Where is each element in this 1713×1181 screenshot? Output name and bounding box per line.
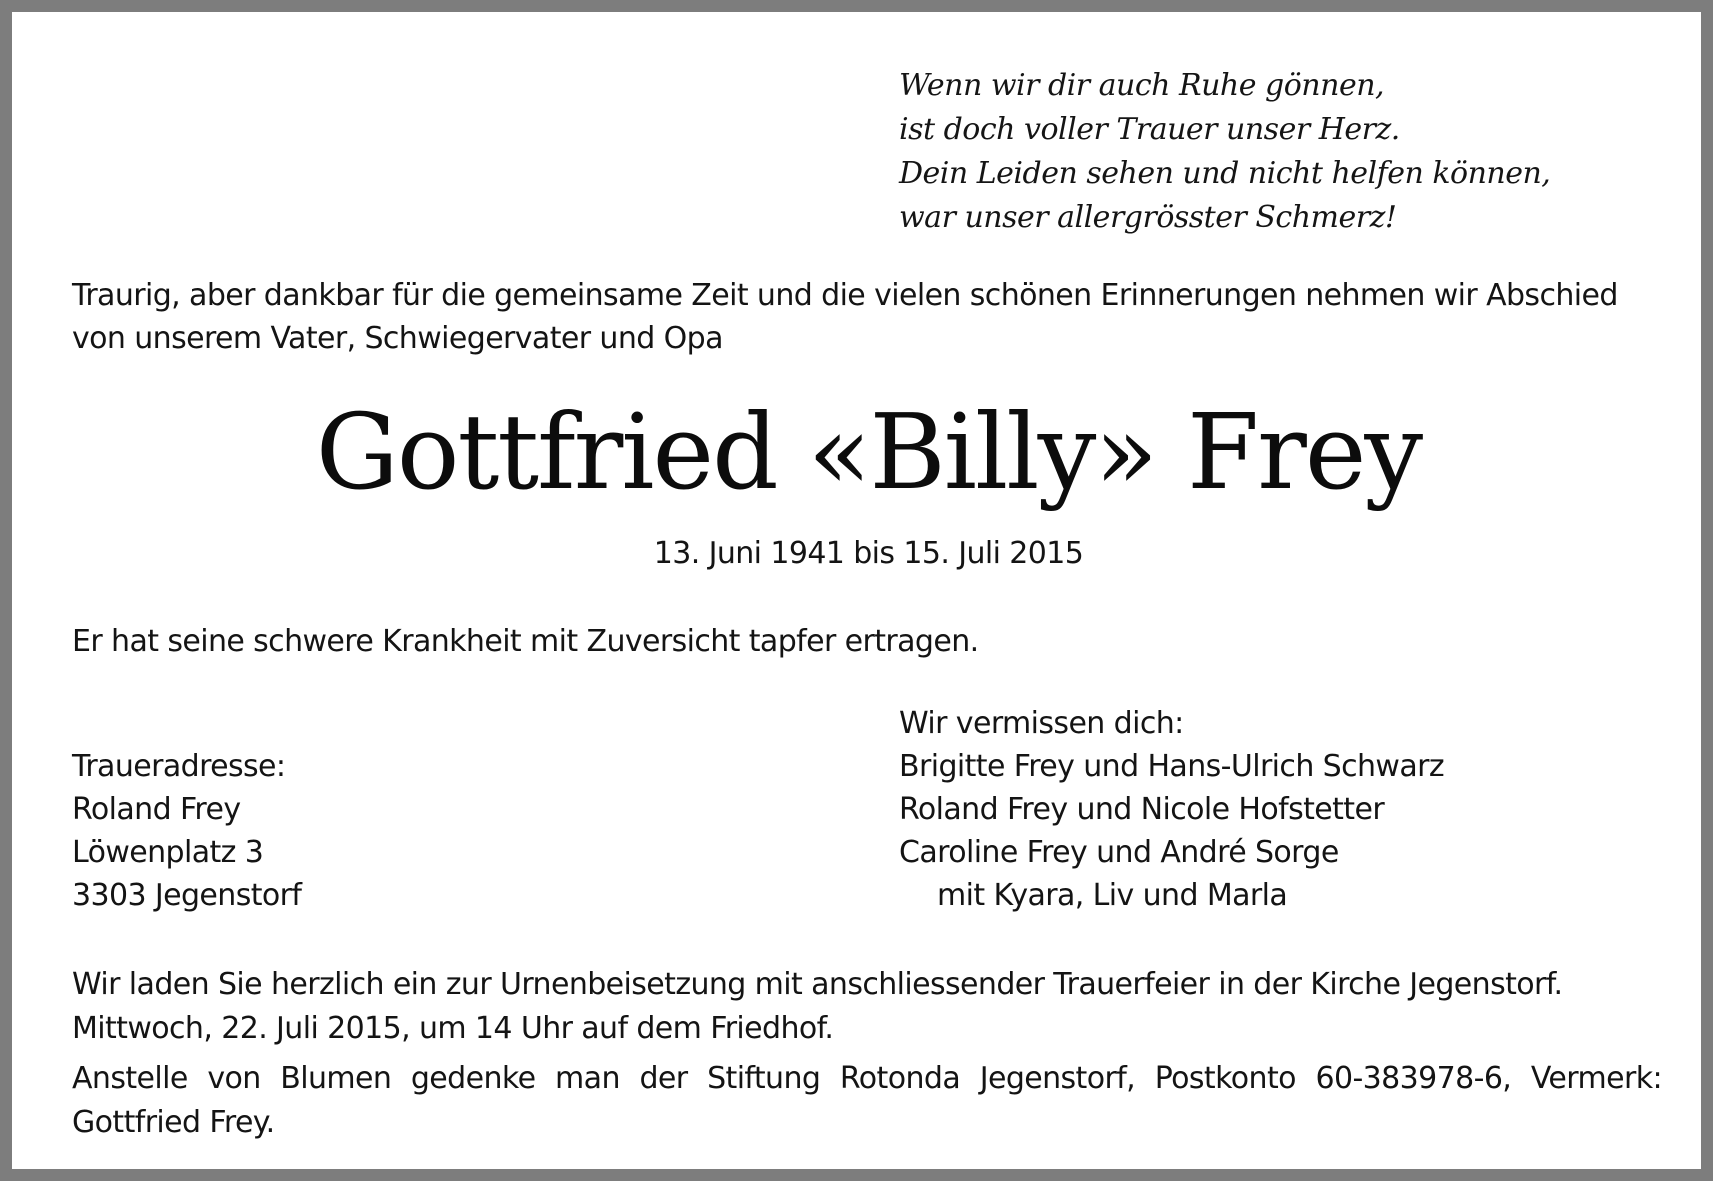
address-street: Löwenplatz 3	[72, 835, 264, 870]
invitation-line: Mittwoch, 22. Juli 2015, um 14 Uhr auf dem Friedhof.	[72, 1011, 834, 1046]
memorial-poem	[899, 64, 1550, 240]
address-heading: Traueradresse:	[72, 749, 286, 784]
poem-line: war unser allergrösster Schmerz!	[899, 200, 1397, 235]
invitation-line: Wir laden Sie herzlich ein zur Urnenbeisetzung mit anschliessender Trauerfeier in der Kirche Jegenstorf.	[72, 967, 1563, 1002]
family-member: Caroline Frey und André Sorge	[899, 835, 1339, 870]
family-children: mit Kyara, Liv und Marla	[937, 878, 1288, 913]
family-member: Brigitte Frey und Hans-Ulrich Schwarz	[899, 749, 1445, 784]
address-name: Roland Frey	[72, 792, 241, 827]
deceased-name: Gottfried «Billy» Frey	[315, 391, 1422, 513]
address-city: 3303 Jegenstorf	[72, 878, 302, 913]
family-member: Roland Frey und Nicole Hofstetter	[899, 792, 1385, 827]
poem-line: Wenn wir dir auch Ruhe gönnen,	[899, 68, 1385, 103]
family-list	[899, 702, 1444, 917]
poem-line: Dein Leiden sehen und nicht helfen können,	[899, 156, 1551, 191]
mourning-address	[72, 745, 301, 917]
intro-paragraph: Traurig, aber dankbar für die gemeinsame Zeit und die vielen schönen Erinnerungen nehmen wir Abschied von unserem Vater, Schwiegervater und Opa	[72, 278, 1618, 356]
ceremony-invitation	[72, 963, 1562, 1051]
tribute-text: Er hat seine schwere Krankheit mit Zuversicht tapfer ertragen.	[72, 624, 979, 659]
family-heading: Wir vermissen dich:	[899, 706, 1184, 741]
poem-line: ist doch voller Trauer unser Herz.	[899, 112, 1400, 147]
donation-note: Anstelle von Blumen gedenke man der Stiftung Rotonda Jegenstorf, Postkonto 60-383978-6, Vermerk: Gottfried Frey.	[72, 1061, 1662, 1140]
life-dates: 13. Juni 1941 bis 15. Juli 2015	[653, 536, 1084, 571]
